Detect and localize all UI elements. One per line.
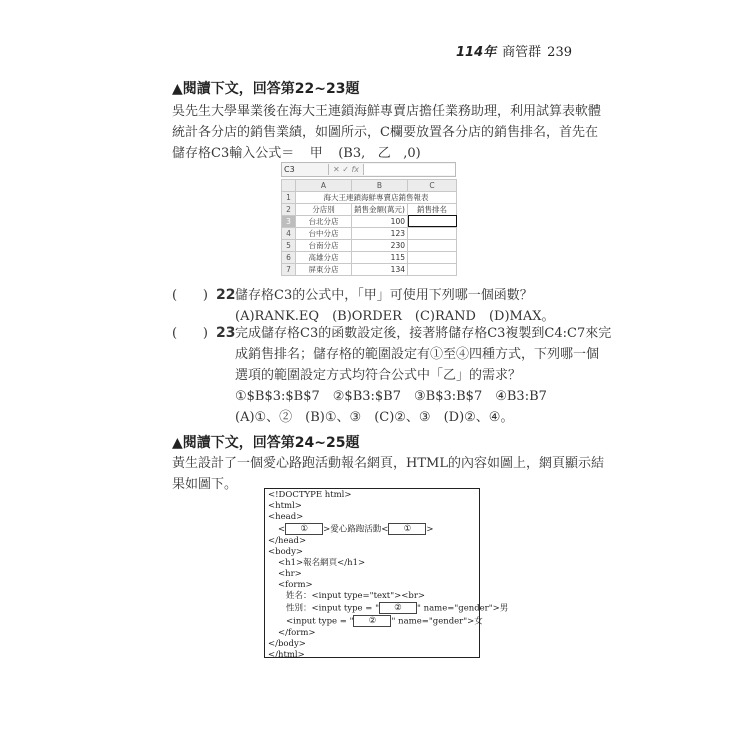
column-header-c[interactable]: C <box>408 180 457 192</box>
row-header: 2 <box>282 203 296 215</box>
sales-cell[interactable]: 134 <box>352 263 408 275</box>
page-header <box>456 41 572 60</box>
blank-yi: 乙 <box>365 143 403 165</box>
store-cell[interactable]: 台北分店 <box>296 215 352 227</box>
rank-cell[interactable] <box>408 263 457 275</box>
row-header: 6 <box>282 251 296 263</box>
rank-cell[interactable] <box>408 239 457 251</box>
answer-paren: ( ) <box>172 326 208 341</box>
page-number: 239 <box>547 45 572 60</box>
section-heading-24-25: ▲閱讀下文，回答第24~25題 <box>172 435 360 451</box>
table-row <box>282 263 457 275</box>
table-row <box>282 203 457 215</box>
paragraph-line: 黃生設計了一個愛心路跑活動報名網頁，HTML的內容如圖上，網頁顯示結 <box>172 456 604 471</box>
blank-box-2: ② <box>379 602 417 614</box>
sheet-grid <box>281 179 457 276</box>
header-year: 114年 <box>456 45 497 60</box>
rank-cell-active[interactable] <box>408 215 457 227</box>
header-subject: 商管群 <box>502 45 542 60</box>
table-row <box>282 251 457 263</box>
formula-suffix: ,0) <box>403 146 421 161</box>
sales-cell[interactable]: 230 <box>352 239 408 251</box>
row-header: 1 <box>282 191 296 203</box>
store-cell[interactable]: 台南分店 <box>296 239 352 251</box>
sales-cell[interactable]: 115 <box>352 251 408 263</box>
column-header-row <box>282 180 457 192</box>
blank-box-1b: ① <box>388 523 426 535</box>
code-line: <head> <box>268 512 304 523</box>
question-body <box>235 285 585 327</box>
store-cell[interactable]: 高雄分店 <box>296 251 352 263</box>
question-text: 成銷售排名；儲存格的範圍設定有①至④四種方式，下列哪一個 <box>235 347 600 362</box>
formula-input[interactable] <box>363 164 455 175</box>
code-line: 姓名：<input type="text"><br> <box>286 591 426 602</box>
corner-cell <box>282 180 296 192</box>
range-choices: ①$B$3:$B$7 ②$B3:$B7 ③B$3:B$7 ④B3:B7 <box>235 389 547 404</box>
formula-prefix: 儲存格C3輸入公式＝ <box>172 146 295 161</box>
report-title-cell[interactable]: 海大王連鎖海鮮專賣店銷售報表 <box>296 191 457 203</box>
paragraph-line: 果如圖下。 <box>172 477 238 492</box>
section-heading-22-23: ▲閱讀下文，回答第22~23題 <box>172 81 360 97</box>
sales-cell[interactable]: 100 <box>352 215 408 227</box>
code-line: < ① >愛心路跑活動< ① > <box>278 524 434 535</box>
blank-box-2b: ② <box>353 615 391 627</box>
html-code-box <box>264 488 509 660</box>
code-line: 性別：<input type = " ② " name="gender">男 <box>286 603 509 614</box>
column-header-a[interactable]: A <box>296 180 352 192</box>
code-line: </form> <box>278 627 316 638</box>
name-box[interactable]: C3 <box>282 164 329 175</box>
answer-paren: ( ) <box>172 288 208 303</box>
formula-mid: (B3, <box>338 146 366 161</box>
code-line: <body> <box>268 546 304 557</box>
code-line: <form> <box>278 580 313 591</box>
table-row <box>282 215 457 227</box>
code-line: <hr> <box>278 569 302 580</box>
code-line: <input type = " ② " name="gender">女 <box>286 616 483 627</box>
store-cell[interactable]: 台中分店 <box>296 227 352 239</box>
code-line: <!DOCTYPE html> <box>268 490 352 500</box>
row-header: 5 <box>282 239 296 251</box>
question-options: (A)①、② (B)①、③ (C)②、③ (D)②、④。 <box>235 410 514 425</box>
question-options: (A)RANK.EQ (B)ORDER (C)RAND (D)MAX。 <box>235 309 555 324</box>
question-text: 選項的範圍設定方式均符合公式中「乙」的需求？ <box>235 368 522 383</box>
fx-icon: ✕ ✓ fx <box>333 165 360 174</box>
question-body <box>235 323 612 428</box>
code-line: </head> <box>268 535 307 546</box>
question-text: 儲存格C3的公式中，「甲」可使用下列哪一個函數？ <box>235 288 533 303</box>
code-line: </body> <box>268 638 306 649</box>
header-cell[interactable]: 銷售金額(萬元) <box>352 203 408 215</box>
sales-cell[interactable]: 123 <box>352 227 408 239</box>
code-line: </html> <box>268 649 305 660</box>
paragraph-line: 吳先生大學畢業後在海大王連鎖海鮮專賣店擔任業務助理，利用試算表軟體 <box>172 104 602 119</box>
question-number: 23 <box>216 325 236 341</box>
row-header: 3 <box>282 215 296 227</box>
table-row <box>282 227 457 239</box>
blank-box-1: ① <box>285 523 323 535</box>
row-header: 7 <box>282 263 296 275</box>
store-cell[interactable]: 屏東分店 <box>296 263 352 275</box>
rank-cell[interactable] <box>408 251 457 263</box>
section1-paragraph <box>172 101 602 165</box>
table-row <box>282 239 457 251</box>
formula-bar <box>281 162 456 177</box>
column-header-b[interactable]: B <box>352 180 408 192</box>
table-row <box>282 191 457 203</box>
row-header: 4 <box>282 227 296 239</box>
blank-jia: 甲 <box>294 143 338 165</box>
code-line: <html> <box>268 501 302 512</box>
question-text: 完成儲存格C3的函數設定後，接著將儲存格C3複製到C4:C7來完 <box>235 326 612 341</box>
rank-cell[interactable] <box>408 227 457 239</box>
spreadsheet <box>281 162 456 276</box>
header-cell[interactable]: 銷售排名 <box>408 203 457 215</box>
question-number: 22 <box>216 287 236 303</box>
header-cell[interactable]: 分店別 <box>296 203 352 215</box>
paragraph-line: 統計各分店的銷售業績，如圖所示，C欄要放置各分店的銷售排名，首先在 <box>172 125 598 140</box>
code-line: <h1>報名網頁</h1> <box>278 558 366 569</box>
